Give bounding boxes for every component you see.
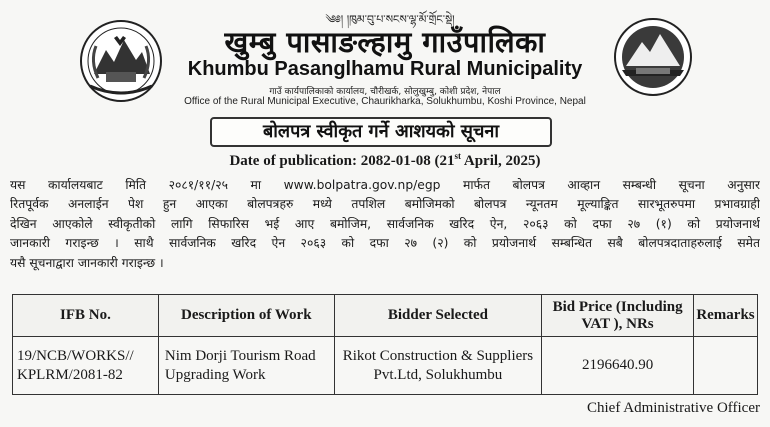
cell-ifb-no: 19/NCB/WORKS// KPLRM/2081-82 (13, 337, 159, 395)
notice-body (10, 176, 760, 273)
col-header-remarks: Remarks (693, 295, 757, 337)
notice-body-line: यस कार्यालयबाट मिति २०८१/११/२५ मा www.bolpatra.gov.np/egp मार्फत बोलपत्र आव्हान सम्बन्धी सूचना अनुसार (10, 178, 760, 192)
col-header-description: Description of Work (158, 295, 334, 337)
notice-body-line: देखिन आएकोले स्वीकृतीको लागि सिफारिस भई आए बमोजिम, सार्वजनिक खरिद ऐन, २०६३ को दफा २७ (१) को प्रयोजनार्थ (10, 216, 760, 231)
office-address-english: Office of the Rural Municipal Executive, Chaurikharka, Solukhumbu, Koshi Province, Nepal (184, 96, 586, 107)
notice-body-line: यसै सूचनाद्वारा जानकारी गराइन्छ । (10, 255, 164, 270)
title-nepali: खुम्बु पासाङल्हामु गाउँपालिका (224, 25, 546, 59)
table-header-row (13, 295, 758, 337)
office-address-nepali: गाउँ कार्यपालिकाको कार्यालय, चौरीखर्क, सोलुखुम्बु, कोशी प्रदेश, नेपाल (269, 87, 501, 97)
col-header-bidder: Bidder Selected (334, 295, 542, 337)
municipality-emblem-icon (76, 16, 166, 106)
publication-date (190, 151, 580, 170)
mountain-logo-icon (612, 16, 694, 98)
publication-date-sup: st (454, 151, 461, 161)
table-row (13, 337, 758, 395)
cell-bid-price: 2196640.90 (542, 337, 694, 395)
tibetan-script-line: ༄༅། །ཁུམ་བུ་པ་སངས་ལྷ་མོ་གྲོང་སྡེ། (325, 13, 455, 26)
publication-date-prefix: Date of publication: 2082-01-08 (21 (229, 153, 455, 169)
notice-body-line: रितपूर्वक अनलाईन पेश हुन आएका बोलपत्रहरु मध्ये तपशिल बमोजिमको बोलपत्र न्यूनतम मूल्याङ्कित सारभूतरुपमा प्रभावग्राही (10, 197, 760, 212)
cell-bidder: Rikot Construction & Suppliers Pvt.Ltd, Solukhumbu (334, 337, 542, 395)
col-header-ifb-no: IFB No. (13, 295, 159, 337)
bid-table (12, 294, 758, 395)
notice-body-line: जानकारी गराइन्छ । साथै सार्वजनिक खरिद ऐन २०६३ को दफा २७ (२) को प्रयोजनार्थ सम्बन्धित सबै बोलपत्रदाताहरुलाई समेत (10, 236, 760, 251)
col-header-bid-price: Bid Price (Including VAT ), NRs (542, 295, 694, 337)
cell-remarks (693, 337, 757, 395)
notice-title: बोलपत्र स्वीकृत गर्ने आशयको सूचना (210, 117, 552, 147)
title-english: Khumbu Pasanglhamu Rural Municipality (187, 58, 583, 80)
cell-description: Nim Dorji Tourism Road Upgrading Work (158, 337, 334, 395)
signatory: Chief Administrative Officer (586, 400, 760, 416)
letterhead (0, 0, 770, 112)
publication-date-suffix: April, 2025) (460, 153, 541, 169)
